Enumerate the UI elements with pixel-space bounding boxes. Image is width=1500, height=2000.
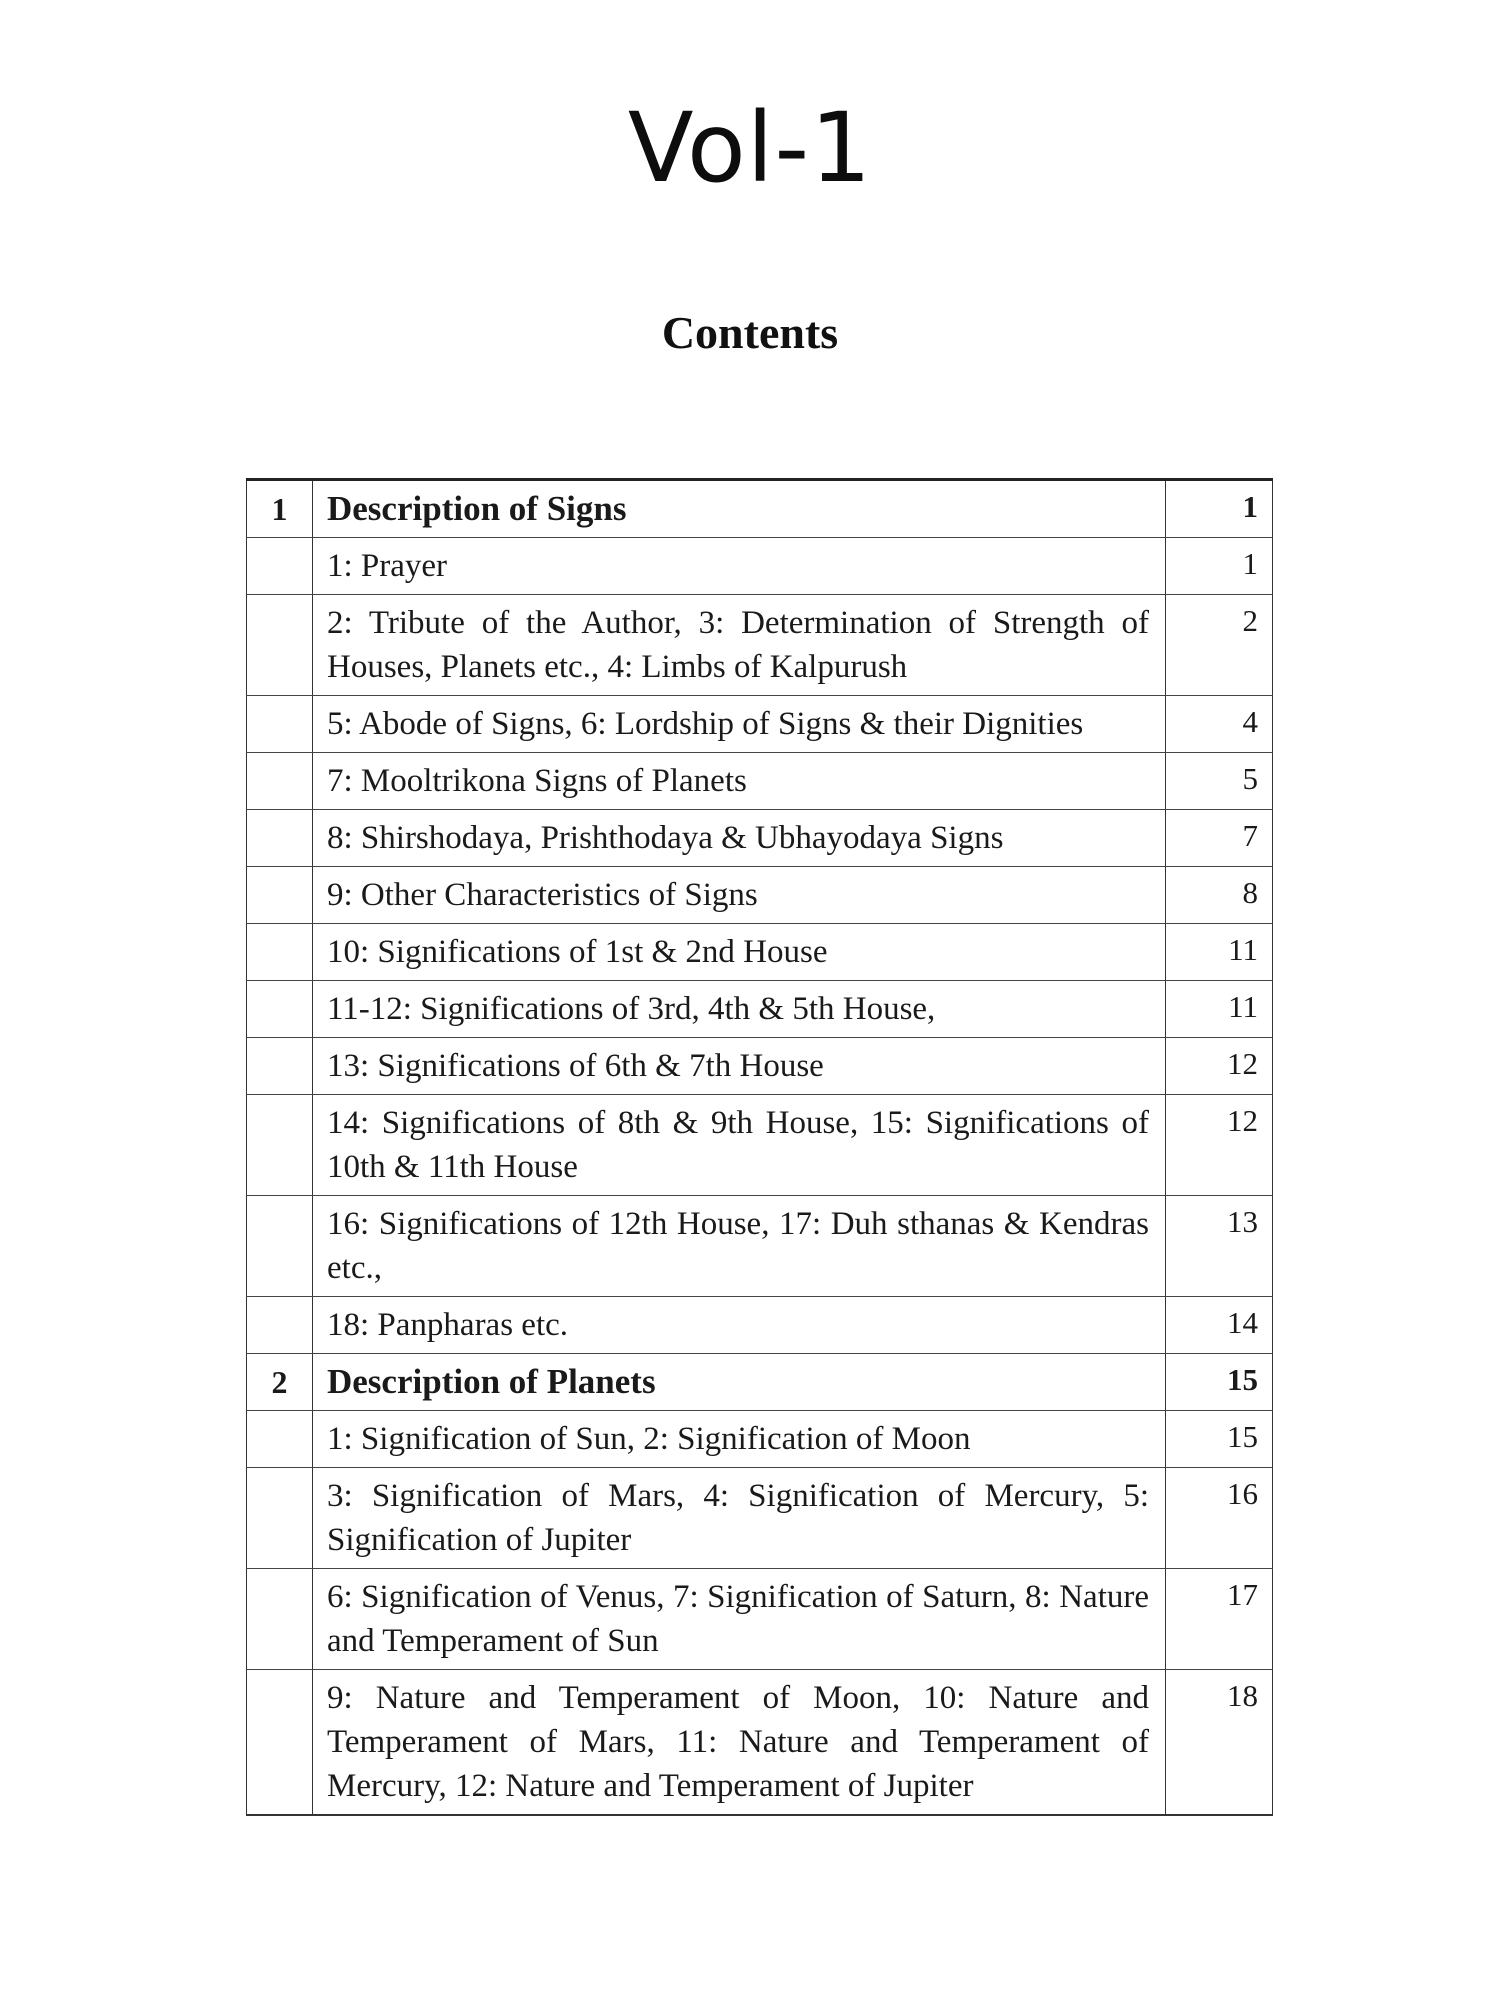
page-number: 14 <box>1166 1297 1273 1354</box>
section-row <box>247 1196 1273 1297</box>
section-title: 5: Abode of Signs, 6: Lordship of Signs & their Dignities <box>313 696 1166 753</box>
page-number: 8 <box>1166 867 1273 924</box>
section-row <box>247 696 1273 753</box>
section-row <box>247 867 1273 924</box>
chapter-row <box>247 480 1273 538</box>
chapter-row <box>247 1354 1273 1411</box>
section-title: 9: Nature and Temperament of Moon, 10: Nature and Temperament of Mars, 11: Nature and Temperament of Mercury, 12: Nature and Temperament of Jupiter <box>313 1670 1166 1816</box>
section-title: 9: Other Characteristics of Signs <box>313 867 1166 924</box>
page-number: 15 <box>1166 1354 1273 1411</box>
section-row <box>247 1670 1273 1816</box>
page-number: 17 <box>1166 1569 1273 1670</box>
chapter-number <box>247 1569 313 1670</box>
section-title: 10: Significations of 1st & 2nd House <box>313 924 1166 981</box>
contents-table <box>246 478 1273 1816</box>
page-number: 12 <box>1166 1038 1273 1095</box>
section-title: 2: Tribute of the Author, 3: Determination of Strength of Houses, Planets etc., 4: Limbs of Kalpurush <box>313 595 1166 696</box>
chapter-number <box>247 1095 313 1196</box>
section-title: 7: Mooltrikona Signs of Planets <box>313 753 1166 810</box>
chapter-number <box>247 1468 313 1569</box>
chapter-number <box>247 538 313 595</box>
section-row <box>247 924 1273 981</box>
page-number: 4 <box>1166 696 1273 753</box>
section-row <box>247 1095 1273 1196</box>
page-number: 1 <box>1166 538 1273 595</box>
chapter-number <box>247 924 313 981</box>
chapter-number <box>247 696 313 753</box>
chapter-number <box>247 1670 313 1816</box>
contents-table-body <box>247 480 1273 1816</box>
section-title: 8: Shirshodaya, Prishthodaya & Ubhayodaya Signs <box>313 810 1166 867</box>
section-title: 18: Panpharas etc. <box>313 1297 1166 1354</box>
chapter-number: 2 <box>247 1354 313 1411</box>
page-number: 2 <box>1166 595 1273 696</box>
section-row <box>247 1468 1273 1569</box>
volume-title: Vol-1 <box>627 92 873 204</box>
chapter-title: Description of Signs <box>313 480 1166 538</box>
section-row <box>247 1569 1273 1670</box>
page-number: 18 <box>1166 1670 1273 1816</box>
page-number: 13 <box>1166 1196 1273 1297</box>
page-number: 16 <box>1166 1468 1273 1569</box>
chapter-number <box>247 981 313 1038</box>
section-row <box>247 1297 1273 1354</box>
page-number: 5 <box>1166 753 1273 810</box>
section-title: 3: Signification of Mars, 4: Signification of Mercury, 5: Signification of Jupiter <box>313 1468 1166 1569</box>
section-row <box>247 1411 1273 1468</box>
section-title: 16: Significations of 12th House, 17: Duh sthanas & Kendras etc., <box>313 1196 1166 1297</box>
section-title: 11-12: Significations of 3rd, 4th & 5th House, <box>313 981 1166 1038</box>
chapter-number <box>247 595 313 696</box>
chapter-number <box>247 1196 313 1297</box>
chapter-title: Description of Planets <box>313 1354 1166 1411</box>
section-title: 6: Signification of Venus, 7: Signification of Saturn, 8: Nature and Temperament of Sun <box>313 1569 1166 1670</box>
page-number: 11 <box>1166 981 1273 1038</box>
contents-heading: Contents <box>661 307 839 358</box>
section-title: 1: Signification of Sun, 2: Signification of Moon <box>313 1411 1166 1468</box>
page-number: 12 <box>1166 1095 1273 1196</box>
chapter-number <box>247 753 313 810</box>
chapter-number: 1 <box>247 480 313 538</box>
chapter-number <box>247 810 313 867</box>
section-title: 1: Prayer <box>313 538 1166 595</box>
page-number: 7 <box>1166 810 1273 867</box>
section-title: 13: Significations of 6th & 7th House <box>313 1038 1166 1095</box>
chapter-number <box>247 867 313 924</box>
section-row <box>247 753 1273 810</box>
page-number: 15 <box>1166 1411 1273 1468</box>
section-row <box>247 1038 1273 1095</box>
chapter-number <box>247 1038 313 1095</box>
section-row <box>247 981 1273 1038</box>
chapter-number <box>247 1411 313 1468</box>
section-title: 14: Significations of 8th & 9th House, 15: Significations of 10th & 11th House <box>313 1095 1166 1196</box>
page-number: 11 <box>1166 924 1273 981</box>
section-row <box>247 595 1273 696</box>
page-number: 1 <box>1166 480 1273 538</box>
chapter-number <box>247 1297 313 1354</box>
section-row <box>247 538 1273 595</box>
section-row <box>247 810 1273 867</box>
